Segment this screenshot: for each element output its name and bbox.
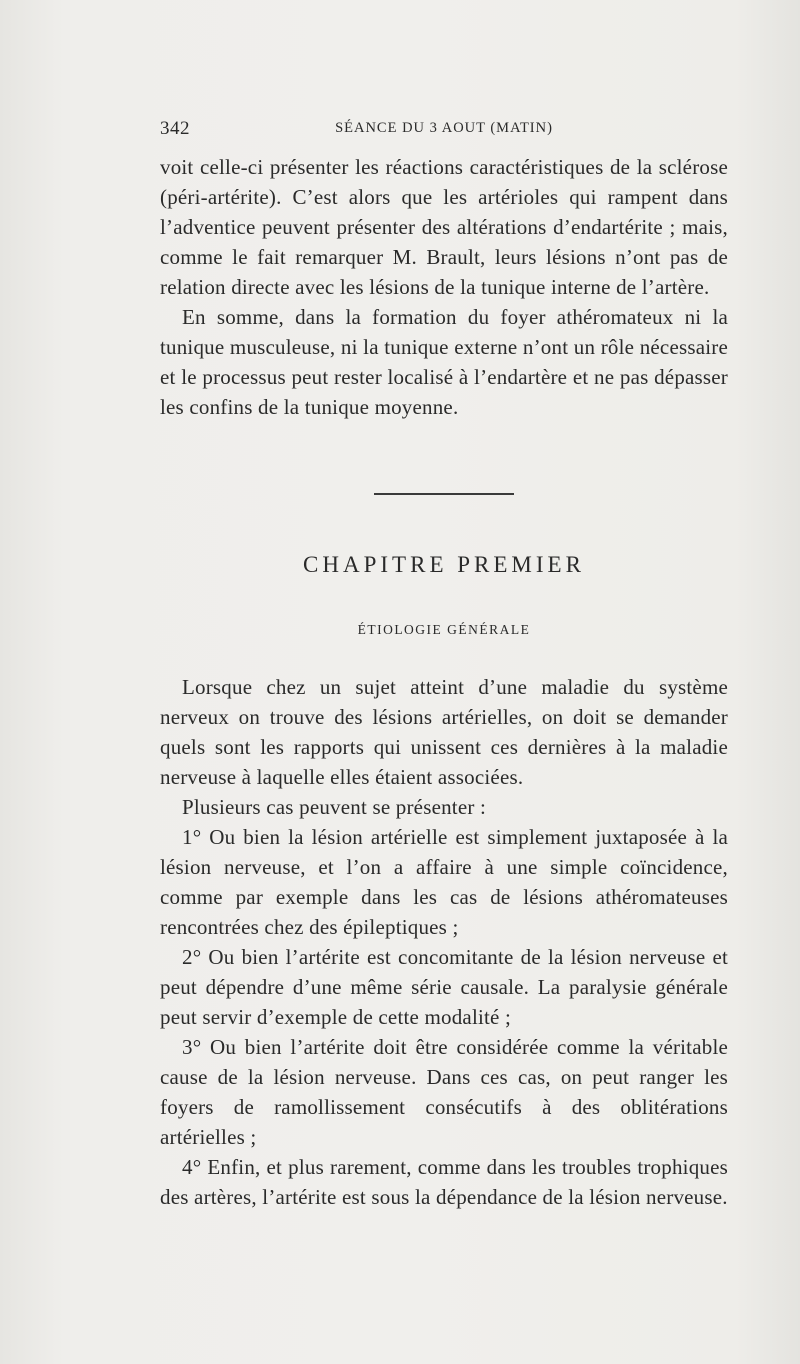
list-item: 2° Ou bien l’artérite est concomitante de la lésion nerveuse et peut dépendre d’une même série causale. La paralysie générale peut servir d’exemple de cette modalité ;: [160, 945, 728, 1029]
paragraph: voit celle-ci présenter les réactions caractéristiques de la sclérose (péri-artérite). C’est alors que les artérioles qui rampent dans l’adventice peuvent présenter des altérations d’endartérite ; mais, comme le fait remarquer M. Brault, leurs lésions n’ont pas de relation directe avec les lésions de la tunique interne de l’artère.: [160, 155, 728, 299]
list-item: 4° Enfin, et plus rarement, comme dans les troubles trophiques des artères, l’artérite est sous la dépendance de la lésion nerveuse.: [160, 1155, 728, 1209]
running-head: SÉANCE DU 3 AOUT (MATIN): [335, 120, 553, 136]
paragraph: Plusieurs cas peuvent se présenter :: [182, 795, 487, 819]
chapter-title: CHAPITRE PREMIER: [303, 552, 585, 577]
page-number: 342: [160, 118, 190, 139]
list-item: 1° Ou bien la lésion artérielle est simplement juxtaposée à la lésion nerveuse, et l’on a affaire à une simple coïncidence, comme par exemple dans les cas de lésions athéromateuses rencontrées chez des épileptiques ;: [160, 825, 728, 939]
page-header: [160, 118, 728, 142]
chapter-subtitle: ÉTIOLOGIE GÉNÉRALE: [357, 622, 531, 637]
paragraph: Lorsque chez un sujet atteint d’une maladie du système nerveux on trouve des lésions artérielles, on doit se demander quels sont les rapports qui unissent ces dernières à la maladie nerveuse à laquelle elles étaient associées.: [160, 675, 728, 789]
section-text-bottom: [160, 672, 728, 1212]
section-text-top: [160, 152, 728, 422]
list-item: 3° Ou bien l’artérite doit être considérée comme la véritable cause de la lésion nerveuse. Dans ces cas, on peut ranger les foyers de ramollissement consécutifs à des oblitérations artérielles ;: [160, 1035, 728, 1149]
paragraph: En somme, dans la formation du foyer athéromateux ni la tunique musculeuse, ni la tunique externe n’ont un rôle nécessaire et le processus peut rester localisé à l’endartère et ne pas dépasser les confins de la tunique moyenne.: [160, 305, 728, 419]
section-divider-rule: [374, 493, 514, 495]
